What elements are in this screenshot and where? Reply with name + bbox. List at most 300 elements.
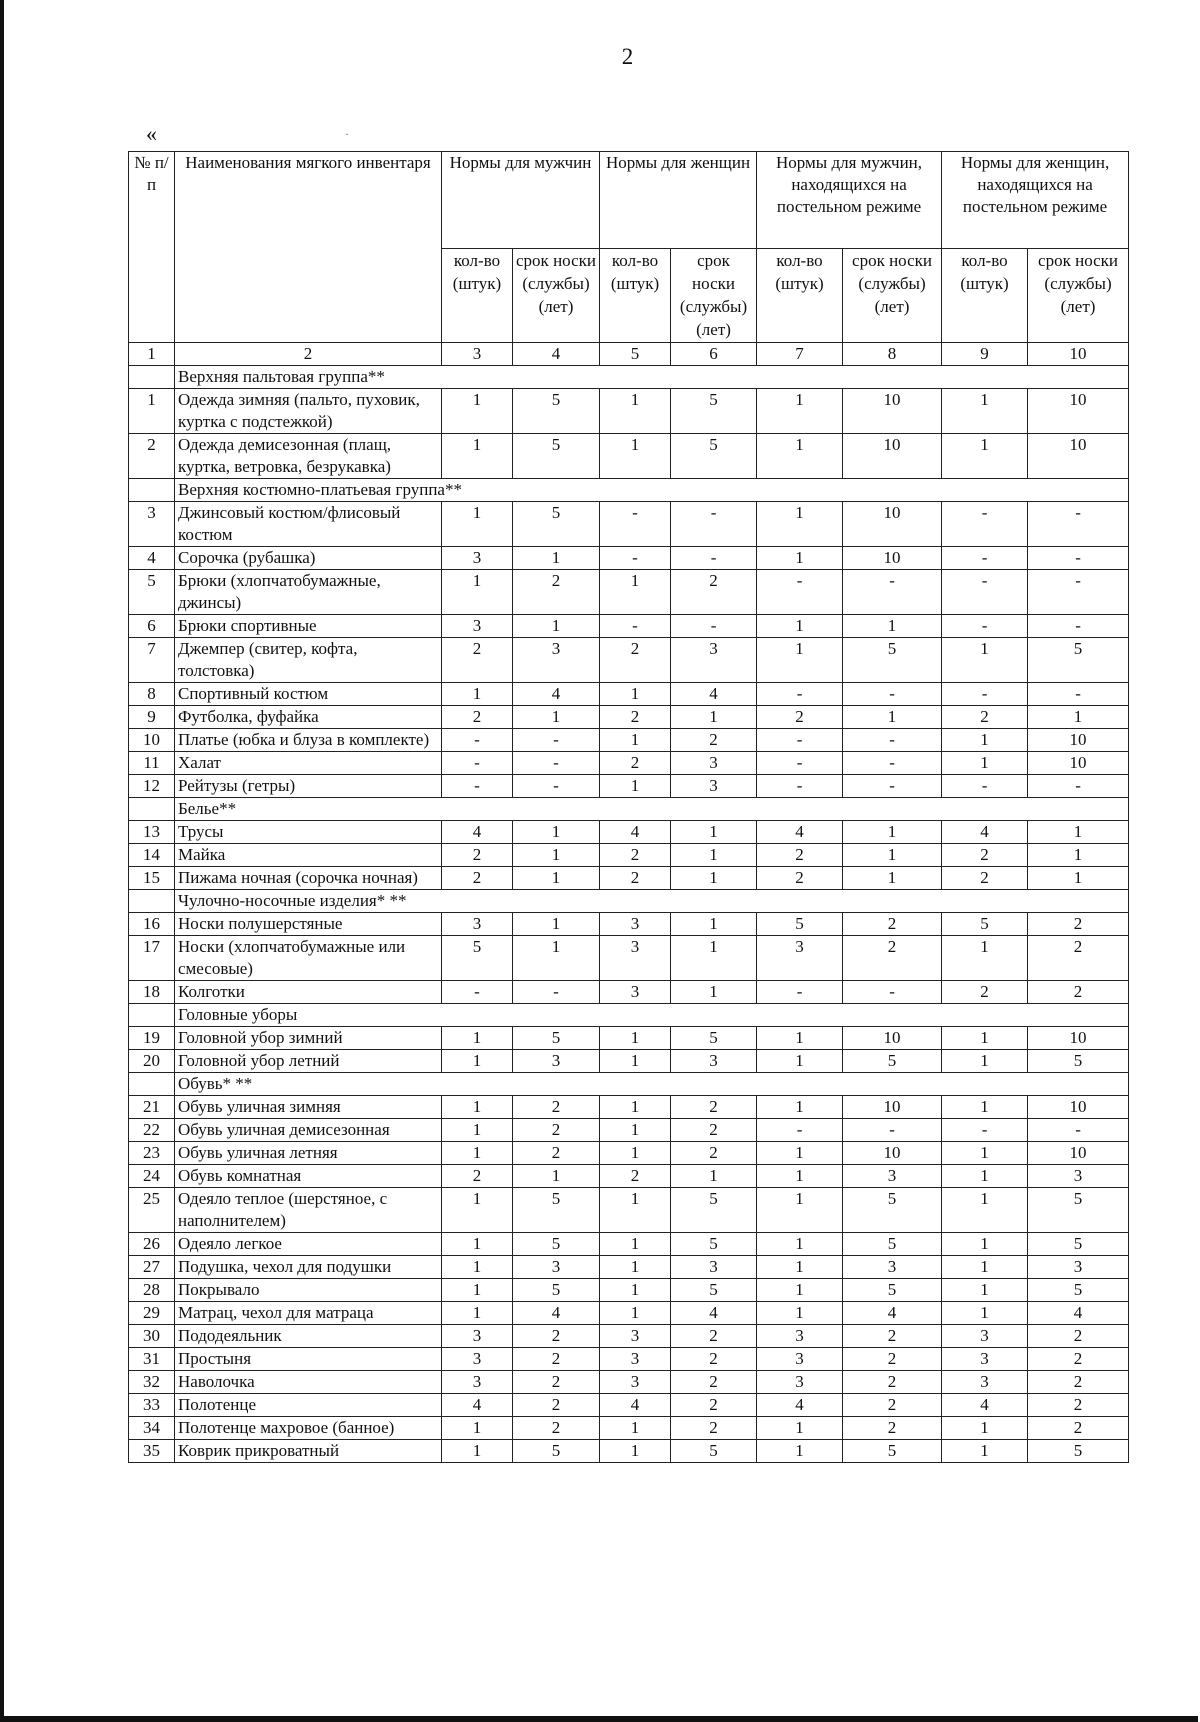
item-name: Покрывало — [175, 1279, 442, 1302]
row-number: 19 — [129, 1027, 175, 1050]
table-row — [129, 1440, 1129, 1463]
group-name: Головные уборы — [175, 1004, 1129, 1027]
group-name: Обувь* ** — [175, 1073, 1129, 1096]
norm-value: 1 — [757, 1417, 843, 1440]
norm-value: 2 — [671, 1325, 757, 1348]
norm-value: - — [600, 502, 671, 547]
norm-value: 5 — [513, 1233, 600, 1256]
norm-value: 2 — [1028, 1417, 1129, 1440]
norm-value: 1 — [600, 1119, 671, 1142]
norm-value: 5 — [513, 389, 600, 434]
item-name: Майка — [175, 844, 442, 867]
norm-value: 5 — [1028, 1050, 1129, 1073]
norm-value: 5 — [671, 1279, 757, 1302]
norm-value: 1 — [671, 1165, 757, 1188]
norm-value: 1 — [757, 1256, 843, 1279]
header-term-women: срок носки (службы) (лет) — [671, 249, 757, 343]
norm-value: - — [600, 547, 671, 570]
item-name: Носки (хлопчатобумажные или смесовые) — [175, 936, 442, 981]
table-row — [129, 1027, 1129, 1050]
table-row — [129, 570, 1129, 615]
norm-value: 1 — [942, 1188, 1028, 1233]
norm-value: 1 — [600, 1142, 671, 1165]
norm-value: 1 — [442, 1417, 513, 1440]
norm-value: 1 — [942, 434, 1028, 479]
norm-value: 2 — [513, 1394, 600, 1417]
norm-value: 1 — [442, 434, 513, 479]
norm-value: 3 — [942, 1348, 1028, 1371]
norm-value: 2 — [671, 1119, 757, 1142]
item-name: Простыня — [175, 1348, 442, 1371]
norm-value: - — [513, 729, 600, 752]
norm-value: - — [671, 547, 757, 570]
row-number: 7 — [129, 638, 175, 683]
norm-value: 2 — [671, 1142, 757, 1165]
norm-value: 1 — [671, 913, 757, 936]
norm-value: 2 — [1028, 936, 1129, 981]
norm-value: 10 — [1028, 729, 1129, 752]
norm-value: 4 — [442, 1394, 513, 1417]
table-row — [129, 1165, 1129, 1188]
norm-value: 5 — [442, 936, 513, 981]
norm-value: 1 — [757, 1302, 843, 1325]
table-row — [129, 1233, 1129, 1256]
table-row — [129, 981, 1129, 1004]
item-name: Головной убор зимний — [175, 1027, 442, 1050]
norm-value: 1 — [757, 1027, 843, 1050]
norm-value: 1 — [757, 434, 843, 479]
table-row — [129, 1394, 1129, 1417]
item-name: Одежда зимняя (пальто, пуховик, куртка с подстежкой) — [175, 389, 442, 434]
norm-value: 3 — [671, 638, 757, 683]
norm-value: 3 — [600, 936, 671, 981]
norm-value: 1 — [600, 1233, 671, 1256]
row-number: 28 — [129, 1279, 175, 1302]
norm-value: 4 — [442, 821, 513, 844]
row-number: 17 — [129, 936, 175, 981]
table-row — [129, 729, 1129, 752]
row-number: 23 — [129, 1142, 175, 1165]
row-number: 34 — [129, 1417, 175, 1440]
norm-value: 1 — [513, 913, 600, 936]
norm-value: 4 — [513, 1302, 600, 1325]
norm-value: 1 — [442, 1027, 513, 1050]
item-name: Платье (юбка и блуза в комплекте) — [175, 729, 442, 752]
col-number: 10 — [1028, 343, 1129, 366]
item-name: Обувь комнатная — [175, 1165, 442, 1188]
norms-table — [128, 151, 1129, 1463]
norm-value: 1 — [757, 1279, 843, 1302]
scan-tick: · — [345, 127, 349, 141]
item-name: Одежда демисезонная (плащ, куртка, ветровка, безрукавка) — [175, 434, 442, 479]
norm-value: 1 — [442, 1279, 513, 1302]
norm-value: - — [513, 981, 600, 1004]
norm-value: 3 — [671, 1256, 757, 1279]
item-name: Футболка, фуфайка — [175, 706, 442, 729]
norm-value: 3 — [600, 1348, 671, 1371]
norm-value: 3 — [600, 981, 671, 1004]
group-header-row — [129, 366, 1129, 389]
header-row-col-numbers — [129, 343, 1129, 366]
item-name: Рейтузы (гетры) — [175, 775, 442, 798]
row-number: 14 — [129, 844, 175, 867]
norm-value: 2 — [1028, 913, 1129, 936]
norm-value: 4 — [843, 1302, 942, 1325]
norm-value: - — [942, 775, 1028, 798]
norms-table-body — [129, 152, 1129, 1463]
table-row — [129, 1119, 1129, 1142]
group-row-no — [129, 1004, 175, 1027]
norm-value: 1 — [942, 936, 1028, 981]
row-number: 18 — [129, 981, 175, 1004]
norm-value: 2 — [600, 752, 671, 775]
table-row — [129, 389, 1129, 434]
norm-value: 5 — [843, 1233, 942, 1256]
norm-value: - — [757, 752, 843, 775]
table-row — [129, 434, 1129, 479]
item-name: Брюки (хлопчатобумажные, джинсы) — [175, 570, 442, 615]
norm-value: 4 — [671, 1302, 757, 1325]
row-number: 13 — [129, 821, 175, 844]
norm-value: 3 — [757, 1325, 843, 1348]
table-row — [129, 638, 1129, 683]
norm-value: 2 — [843, 913, 942, 936]
norm-value: 2 — [843, 1417, 942, 1440]
norm-value: 1 — [600, 1440, 671, 1463]
norm-value: 3 — [442, 913, 513, 936]
norm-value: - — [757, 981, 843, 1004]
norm-value: 1 — [442, 1256, 513, 1279]
norm-value: 5 — [942, 913, 1028, 936]
norm-value: 1 — [757, 1096, 843, 1119]
norm-value: 1 — [600, 434, 671, 479]
norm-value: 4 — [942, 821, 1028, 844]
norm-value: 2 — [442, 1165, 513, 1188]
norm-value: - — [671, 502, 757, 547]
norm-value: 1 — [1028, 706, 1129, 729]
table-row — [129, 913, 1129, 936]
norm-value: 2 — [671, 1096, 757, 1119]
norm-value: 1 — [757, 638, 843, 683]
col-number: 7 — [757, 343, 843, 366]
norm-value: 1 — [442, 1302, 513, 1325]
norm-value: 1 — [442, 389, 513, 434]
norm-value: 4 — [757, 821, 843, 844]
table-row — [129, 1188, 1129, 1233]
norm-value: 3 — [942, 1371, 1028, 1394]
norm-value: 4 — [513, 683, 600, 706]
norm-value: 5 — [513, 434, 600, 479]
item-name: Халат — [175, 752, 442, 775]
norm-value: 1 — [600, 729, 671, 752]
norm-value: 2 — [513, 1325, 600, 1348]
norm-value: - — [942, 683, 1028, 706]
norm-value: 1 — [1028, 867, 1129, 890]
norm-value: 2 — [442, 867, 513, 890]
col-number: 9 — [942, 343, 1028, 366]
norm-value: 3 — [671, 1050, 757, 1073]
norm-value: - — [757, 1119, 843, 1142]
norm-value: 5 — [513, 1027, 600, 1050]
norm-value: - — [843, 752, 942, 775]
norm-value: 1 — [600, 1279, 671, 1302]
group-row-no — [129, 479, 175, 502]
group-header-row — [129, 890, 1129, 913]
norm-value: 1 — [442, 1188, 513, 1233]
norm-value: 2 — [600, 867, 671, 890]
row-number: 3 — [129, 502, 175, 547]
norm-value: 5 — [671, 1188, 757, 1233]
norm-value: 1 — [942, 1233, 1028, 1256]
header-qty-women-bed: кол-во (штук) — [942, 249, 1028, 343]
row-number: 26 — [129, 1233, 175, 1256]
norm-value: 10 — [1028, 1027, 1129, 1050]
row-number: 9 — [129, 706, 175, 729]
header-col-name: Наименования мягкого инвентаря — [175, 152, 442, 343]
norm-value: 2 — [942, 867, 1028, 890]
norm-value: 2 — [671, 1394, 757, 1417]
norm-value: 1 — [513, 821, 600, 844]
norm-value: - — [1028, 775, 1129, 798]
norm-value: 5 — [671, 434, 757, 479]
norm-value: 3 — [513, 1256, 600, 1279]
header-group-men: Нормы для мужчин — [442, 152, 600, 249]
norm-value: - — [942, 570, 1028, 615]
norm-value: 2 — [757, 844, 843, 867]
table-row — [129, 1256, 1129, 1279]
norm-value: 2 — [513, 1142, 600, 1165]
row-number: 33 — [129, 1394, 175, 1417]
item-name: Коврик прикроватный — [175, 1440, 442, 1463]
row-number: 22 — [129, 1119, 175, 1142]
norm-value: 2 — [843, 1394, 942, 1417]
page-number: 2 — [621, 44, 634, 69]
norm-value: 2 — [442, 638, 513, 683]
norm-value: - — [843, 1119, 942, 1142]
header-col-no: № п/п — [129, 152, 175, 343]
norm-value: 3 — [513, 1050, 600, 1073]
row-number: 16 — [129, 913, 175, 936]
header-term-men: срок носки (службы) (лет) — [513, 249, 600, 343]
norm-value: 1 — [757, 547, 843, 570]
table-row — [129, 615, 1129, 638]
norm-value: 1 — [671, 706, 757, 729]
item-name: Пододеяльник — [175, 1325, 442, 1348]
norm-value: - — [942, 1119, 1028, 1142]
norm-value: 4 — [600, 1394, 671, 1417]
col-number: 6 — [671, 343, 757, 366]
col-number: 5 — [600, 343, 671, 366]
norm-value: 3 — [1028, 1165, 1129, 1188]
table-row — [129, 844, 1129, 867]
norm-value: 2 — [1028, 981, 1129, 1004]
norm-value: 1 — [942, 1279, 1028, 1302]
norm-value: 1 — [942, 1165, 1028, 1188]
row-number: 25 — [129, 1188, 175, 1233]
norm-value: 1 — [513, 615, 600, 638]
group-header-row — [129, 1073, 1129, 1096]
header-qty-men-bed: кол-во (штук) — [757, 249, 843, 343]
norm-value: 3 — [671, 775, 757, 798]
item-name: Пижама ночная (сорочка ночная) — [175, 867, 442, 890]
norm-value: 10 — [1028, 752, 1129, 775]
norm-value: 2 — [671, 729, 757, 752]
table-row — [129, 1325, 1129, 1348]
norm-value: 4 — [600, 821, 671, 844]
header-group-women: Нормы для женщин — [600, 152, 757, 249]
item-name: Обувь уличная демисезонная — [175, 1119, 442, 1142]
table-row — [129, 775, 1129, 798]
item-name: Головной убор летний — [175, 1050, 442, 1073]
table-row — [129, 1371, 1129, 1394]
norm-value: 3 — [757, 936, 843, 981]
norm-value: 1 — [513, 936, 600, 981]
norm-value: - — [1028, 502, 1129, 547]
norm-value: - — [942, 547, 1028, 570]
item-name: Носки полушерстяные — [175, 913, 442, 936]
item-name: Полотенце махровое (банное) — [175, 1417, 442, 1440]
norm-value: 1 — [942, 1050, 1028, 1073]
norm-value: 1 — [757, 502, 843, 547]
norm-value: 1 — [843, 867, 942, 890]
col-number: 4 — [513, 343, 600, 366]
table-row — [129, 1142, 1129, 1165]
norm-value: 5 — [671, 1027, 757, 1050]
norm-value: 1 — [757, 1142, 843, 1165]
table-row — [129, 752, 1129, 775]
row-number: 30 — [129, 1325, 175, 1348]
norm-value: 10 — [843, 502, 942, 547]
norm-value: - — [942, 502, 1028, 547]
row-number: 1 — [129, 389, 175, 434]
norm-value: 1 — [442, 1050, 513, 1073]
norm-value: 5 — [843, 1050, 942, 1073]
norm-value: 5 — [843, 638, 942, 683]
norm-value: 5 — [671, 1233, 757, 1256]
norm-value: 2 — [671, 1417, 757, 1440]
item-name: Полотенце — [175, 1394, 442, 1417]
table-row — [129, 706, 1129, 729]
norm-value: - — [1028, 683, 1129, 706]
norm-value: 1 — [442, 683, 513, 706]
norm-value: 2 — [1028, 1348, 1129, 1371]
col-number: 3 — [442, 343, 513, 366]
item-name: Обувь уличная летняя — [175, 1142, 442, 1165]
norm-value: 3 — [757, 1348, 843, 1371]
norm-value: - — [671, 615, 757, 638]
norm-value: 2 — [600, 1165, 671, 1188]
norm-value: - — [1028, 570, 1129, 615]
norm-value: 1 — [942, 638, 1028, 683]
norm-value: 1 — [442, 502, 513, 547]
norm-value: 1 — [600, 1096, 671, 1119]
item-name: Подушка, чехол для подушки — [175, 1256, 442, 1279]
row-number: 12 — [129, 775, 175, 798]
norm-value: 1 — [600, 389, 671, 434]
norm-value: 1 — [442, 1119, 513, 1142]
norm-value: 1 — [600, 683, 671, 706]
table-row — [129, 547, 1129, 570]
norm-value: 1 — [442, 1233, 513, 1256]
norm-value: 1 — [942, 1417, 1028, 1440]
norm-value: 1 — [671, 821, 757, 844]
norm-value: 2 — [1028, 1371, 1129, 1394]
norm-value: 1 — [843, 706, 942, 729]
norm-value: 5 — [513, 502, 600, 547]
norm-value: 1 — [513, 547, 600, 570]
norm-value: 10 — [843, 1027, 942, 1050]
norm-value: 1 — [600, 1256, 671, 1279]
norm-value: 2 — [513, 1096, 600, 1119]
norm-value: 1 — [600, 1050, 671, 1073]
norm-value: 1 — [757, 1233, 843, 1256]
norm-value: 2 — [843, 936, 942, 981]
norm-value: 10 — [1028, 1096, 1129, 1119]
header-term-women-bed: срок носки (службы) (лет) — [1028, 249, 1129, 343]
norm-value: 5 — [1028, 1188, 1129, 1233]
norm-value: 3 — [442, 1325, 513, 1348]
norm-value: 10 — [1028, 1142, 1129, 1165]
norm-value: 2 — [757, 706, 843, 729]
norm-value: - — [442, 981, 513, 1004]
item-name: Одеяло теплое (шерстяное, с наполнителем) — [175, 1188, 442, 1233]
norm-value: 1 — [600, 1188, 671, 1233]
item-name: Сорочка (рубашка) — [175, 547, 442, 570]
norm-value: 2 — [1028, 1325, 1129, 1348]
norm-value: 1 — [843, 844, 942, 867]
norm-value: 2 — [513, 1417, 600, 1440]
norm-value: 2 — [671, 570, 757, 615]
table-row — [129, 1417, 1129, 1440]
row-number: 24 — [129, 1165, 175, 1188]
norm-value: 5 — [513, 1440, 600, 1463]
norm-value: 5 — [513, 1279, 600, 1302]
norm-value: 1 — [671, 867, 757, 890]
row-number: 8 — [129, 683, 175, 706]
norm-value: 2 — [843, 1348, 942, 1371]
item-name: Брюки спортивные — [175, 615, 442, 638]
norm-value: 10 — [843, 547, 942, 570]
norm-value: 5 — [1028, 1233, 1129, 1256]
norm-value: 1 — [513, 844, 600, 867]
norm-value: 1 — [600, 1417, 671, 1440]
norm-value: 1 — [1028, 844, 1129, 867]
norm-value: 3 — [600, 913, 671, 936]
norm-value: 5 — [1028, 638, 1129, 683]
norm-value: 1 — [513, 1165, 600, 1188]
norm-value: 3 — [843, 1165, 942, 1188]
norm-value: 10 — [1028, 434, 1129, 479]
norm-value: - — [442, 729, 513, 752]
norm-value: 1 — [757, 615, 843, 638]
col-number: 1 — [129, 343, 175, 366]
item-name: Джинсовый костюм/флисовый костюм — [175, 502, 442, 547]
norm-value: 1 — [757, 1165, 843, 1188]
header-term-men-bed: срок носки (службы) (лет) — [843, 249, 942, 343]
norm-value: 2 — [942, 706, 1028, 729]
norm-value: 3 — [442, 1348, 513, 1371]
row-number: 15 — [129, 867, 175, 890]
norm-value: 1 — [671, 981, 757, 1004]
norm-value: 10 — [843, 1096, 942, 1119]
row-number: 32 — [129, 1371, 175, 1394]
norm-value: 2 — [942, 981, 1028, 1004]
norm-value: - — [843, 683, 942, 706]
norm-value: 3 — [442, 615, 513, 638]
group-name: Верхняя костюмно-платьевая группа** — [175, 479, 1129, 502]
norm-value: - — [1028, 615, 1129, 638]
norm-value: 3 — [757, 1371, 843, 1394]
